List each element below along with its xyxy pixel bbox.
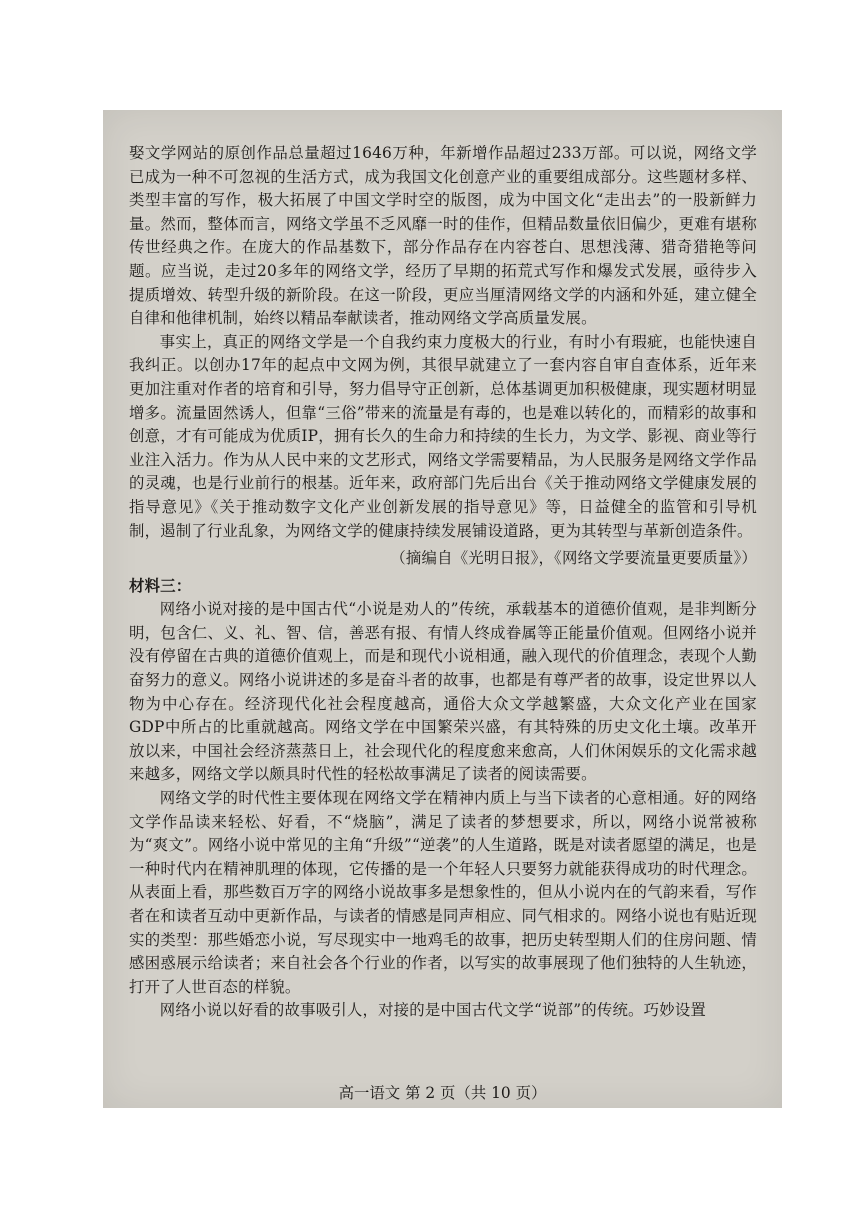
page-content [129,142,757,1023]
exam-page [103,110,782,1108]
paragraph-3: 网络小说对接的是中国古代“小说是劝人的”传统，承载基本的道德价值观，是非判断分明，包含仁、义、礼、智、信，善恶有报、有情人终成眷属等正能量价值观。但网络小说并没有停留在古典的道德价值观上，而是和现代小说相通，融入现代的价值理念，表现个人勤奋努力的意义。网络小说讲述的多是奋斗者的故事，也都是有尊严者的故事，设定世界以人物为中心存在。经济现代化社会程度越高，通俗大众文学越繁盛，大众文化产业在国家GDP中所占的比重就越高。网络文学在中国繁荣兴盛，有其特殊的历史文化土壤。改革开放以来，中国社会经济蒸蒸日上，社会现代化的程度愈来愈高，人们休闲娱乐的文化需求越来越多，网络文学以颇具时代性的轻松故事满足了读者的阅读需要。 [129,600,757,784]
source-citation: （摘编自《光明日报》，《网络文学要流量更要质量》） [390,549,757,568]
paragraph-1: 娶文学网站的原创作品总量超过1646万种，年新增作品超过233万部。可以说，网络文学已成为一种不可忽视的生活方式，成为我国文化创意产业的重要组成部分。这些题材多样、类型丰富的写作，极大拓展了中国文学时空的版图，成为中国文化“走出去”的一股新鲜力量。然而，整体而言，网络文学虽不乏风靡一时的佳作，但精品数量依旧偏少，更难有堪称传世经典之作。在庞大的作品基数下，部分作品存在内容苍白、思想浅薄、猎奇猎艳等问题。应当说，走过20多年的网络文学，经历了早期的拓荒式写作和爆发式发展，亟待步入提质增效、转型升级的新阶段。在这一阶段，更应当厘清网络文学的内涵和外延，建立健全自律和他律机制，始终以精品奉献读者，推动网络文学高质量发展。 [129,144,757,328]
paragraph-4: 网络文学的时代性主要体现在网络文学在精神内质上与当下读者的心意相通。好的网络文学作品读来轻松、好看，不“烧脑”，满足了读者的梦想要求，所以，网络小说常被称为“爽文”。网络小说中常见的主角“升级”“逆袭”的人生道路，既是对读者愿望的满足，也是一种时代内在精神肌理的体现，它传播的是一个年轻人只要努力就能获得成功的时代理念。从表面上看，那些数百万字的网络小说故事多是想象性的，但从小说内在的气韵来看，写作者在和读者互动中更新作品，与读者的情感是同声相应、同气相求的。网络小说也有贴近现实的类型：那些婚恋小说，写尽现实中一地鸡毛的故事，把历史转型期人们的住房问题、情感困惑展示给读者；来自社会各个行业的作者，以写实的故事展现了他们独特的人生轨迹，打开了人世百态的样貌。 [129,789,757,996]
material-three-heading: 材料三： [129,576,192,595]
paragraph-5: 网络小说以好看的故事吸引人，对接的是中国古代文学“说部”的传统。巧妙设置 [159,1001,707,1020]
paragraph-2: 事实上，真正的网络文学是一个自我约束力度极大的行业，有时小有瑕疵，也能快速自我纠正。以创办17年的起点中文网为例，其很早就建立了一套内容自审自查体系，近年来更加注重对作者的培育和引导，努力倡导守正创新，总体基调更加积极健康，现实题材明显增多。流量固然诱人，但靠“三俗”带来的流量是有毒的，也是难以转化的，而精彩的故事和创意，才有可能成为优质IP，拥有长久的生命力和持续的生长力，为文学、影视、商业等行业注入活力。作为从人民中来的文艺形式，网络文学需要精品，为人民服务是网络文学作品的灵魂，也是行业前行的根基。近年来，政府部门先后出台《关于推动网络文学健康发展的指导意见》《关于推动数字文化产业创新发展的指导意见》等，日益健全的监管和引导机制，遏制了行业乱象，为网络文学的健康持续发展铺设道路，更为其转型与革新创造条件。 [129,332,757,540]
page-footer: 高一语文 第 2 页（共 10 页） [338,1084,547,1102]
